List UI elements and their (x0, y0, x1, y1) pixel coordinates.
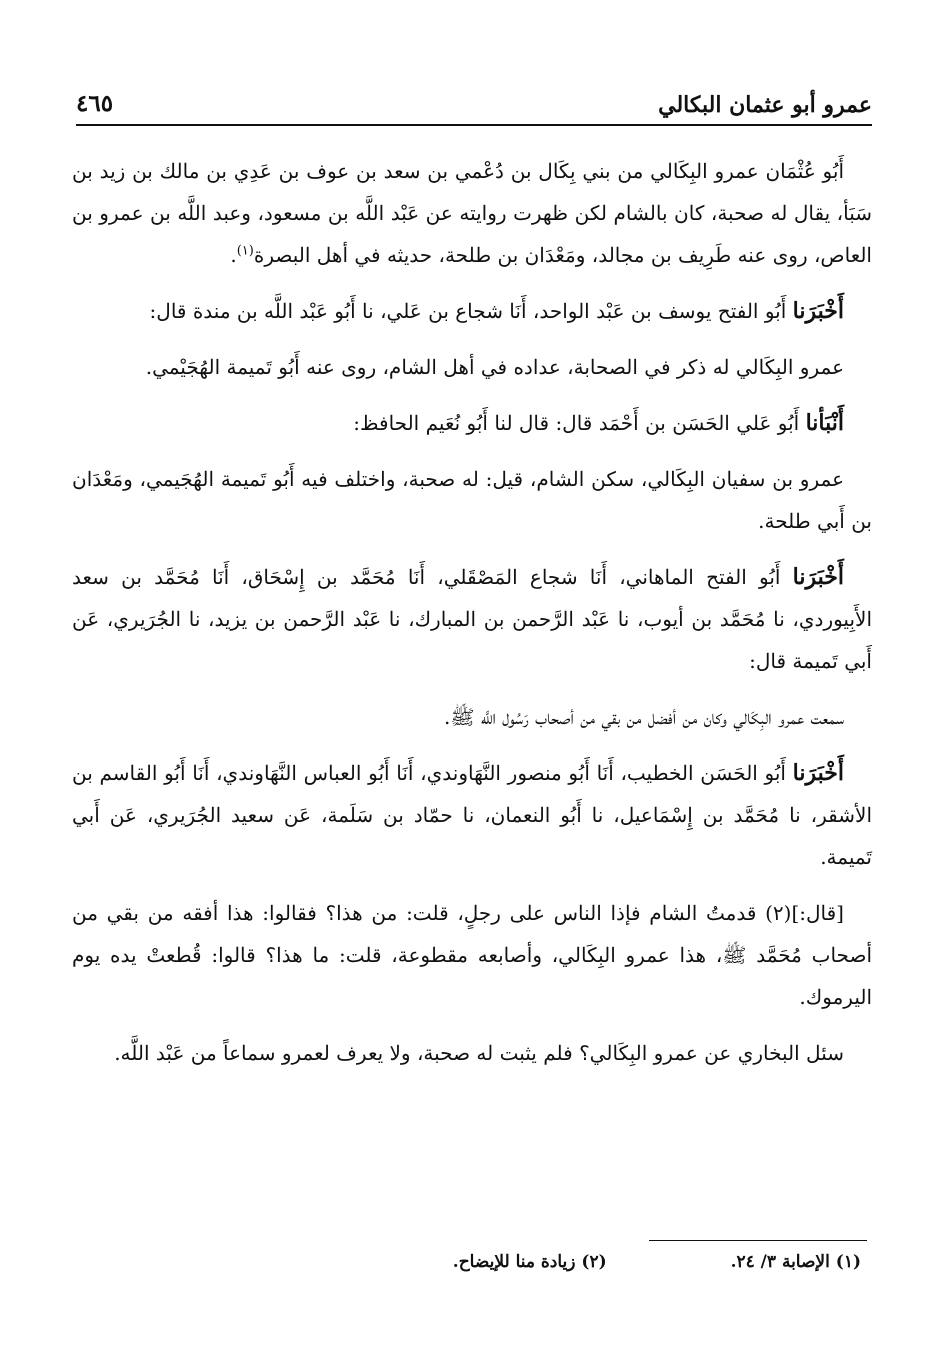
paragraph-lead: أَخْبَرَنا (792, 564, 844, 590)
footnote-ref: (١) (236, 243, 254, 259)
paragraph-text: أَبُو الحَسَن الخطيب، أَنَا أَبُو منصور النَّهَاوندي، أَنَا أَبُو العباس النَّهَاوندي، أَنَا أَبُو القاسم بن الأشقر، نا مُحَمَّد بن إِسْمَاعيل، نا أَبُو النعمان، نا حمّاد بن سَلَمة، عَن سعيد الجُرَيري، عَن أَبي تَميمة. (72, 761, 872, 869)
footnote: (٢) زيادة منا للإيضاح. (452, 1252, 607, 1272)
paragraph (72, 892, 872, 1018)
paragraph-text: عمرو بن سفيان البِكَالي، سكن الشام، قيل: له صحبة، واختلف فيه أَبُو تَميمة الهُجَيمي، ومَعْدَان بن أَبي طلحة. (72, 467, 872, 533)
footnote: (١) الإصابة ٣/ ٢٤. (730, 1252, 861, 1272)
paragraph (72, 402, 872, 444)
paragraph-text: [قال:](٢) قدمتُ الشام فإذا الناس على رجلٍ، قلت: من هذا؟ فقالوا: هذا أفقه من بقي من أصحاب مُحَمَّد ﷺ، هذا عمرو البِكَالي، وأصابعه مقطوعة، قلت: ما هذا؟ قالوا: قُطعتْ يده يوم اليرموك. (72, 901, 872, 1009)
paragraph (72, 290, 872, 332)
paragraph-text: سمعت عمرو البِكَالي وكان من أفضل من بقي من أصحاب رَسُول اللَّه ﷺ. (444, 705, 844, 729)
paragraph-text: أَبُو عَلي الحَسَن بن أَحْمَد قال: قال لنا أَبُو نُعَيم الحافظ: (353, 411, 806, 435)
paragraph-text: أَبُو الفتح الماهاني، أَنَا شجاع المَصْقَلي، أَنَا مُحَمَّد بن إِسْحَاق، أَنَا مُحَمَّد بن سعد الأَبِيوردي، نا مُحَمَّد بن أيوب، نا عَبْد الرَّحمن بن المبارك، نا عَبْد الرَّحمن بن يزيد، نا الجُرَيري، عَن أَبي تَميمة قال: (72, 565, 872, 673)
paragraph (72, 696, 872, 738)
paragraph: أَبُو عُثْمَان عمرو البِكَالي من بني بِكَال بن دُعْمي بن سعد بن عوف بن عَدِي بن مالك بن زيد بن سَبَأ، يقال له صحبة، كان بالشام لكن ظهرت روايته عن عَبْد اللَّه بن مسعود، وعبد اللَّه بن عمرو بن العاص، روى عنه طَرِيف بن مجالد، ومَعْدَان بن طلحة، حديثه في أهل البصرة$^{(١)}$. (72, 159, 872, 267)
paragraph (72, 752, 872, 878)
paragraph-text: عمرو البِكَالي له ذكر في الصحابة، عداده في أهل الشام، روى عنه أَبُو تَميمة الهُجَيْمي. (145, 355, 844, 379)
paragraph-text: أَبُو عُثْمَان عمرو البِكَالي من بني بِكَال بن دُعْمي بن سعد بن عوف بن عَدِي بن مالك بن زيد بن سَبَأ، يقال له صحبة، كان بالشام لكن ظهرت روايته عن عَبْد اللَّه بن مسعود، وعبد اللَّه بن عمرو بن العاص، روى عنه طَرِيف بن مجالد، ومَعْدَان بن طلحة، حديثه في أهل البصرة (72, 159, 872, 267)
running-title: عمرو أبو عثمان البكالي (658, 92, 872, 118)
footnotes (341, 1252, 861, 1272)
paragraph (72, 458, 872, 542)
page-header (76, 86, 872, 122)
paragraph (72, 556, 872, 682)
paragraph-lead: أَخْبَرَنا (792, 298, 844, 324)
footnote-rule (649, 1240, 867, 1241)
body-text (72, 150, 872, 1088)
page-number: ٤٦٥ (76, 90, 114, 117)
paragraph-lead: أَخْبَرَنا (792, 760, 844, 786)
paragraph-lead: أَنْبَأنا (805, 410, 844, 436)
paragraph-text: أَبُو الفتح يوسف بن عَبْد الواحد، أَنَا شجاع بن عَلي، نا أَبُو عَبْد اللَّه بن مندة قال: (149, 299, 793, 323)
paragraph (72, 346, 872, 388)
paragraph (72, 1032, 872, 1074)
header-rule (76, 124, 872, 126)
paragraph-text: سئل البخاري عن عمرو البِكَالي؟ فلم يثبت له صحبة، ولا يعرف لعمرو سماعاً من عَبْد اللَّه. (114, 1041, 844, 1065)
